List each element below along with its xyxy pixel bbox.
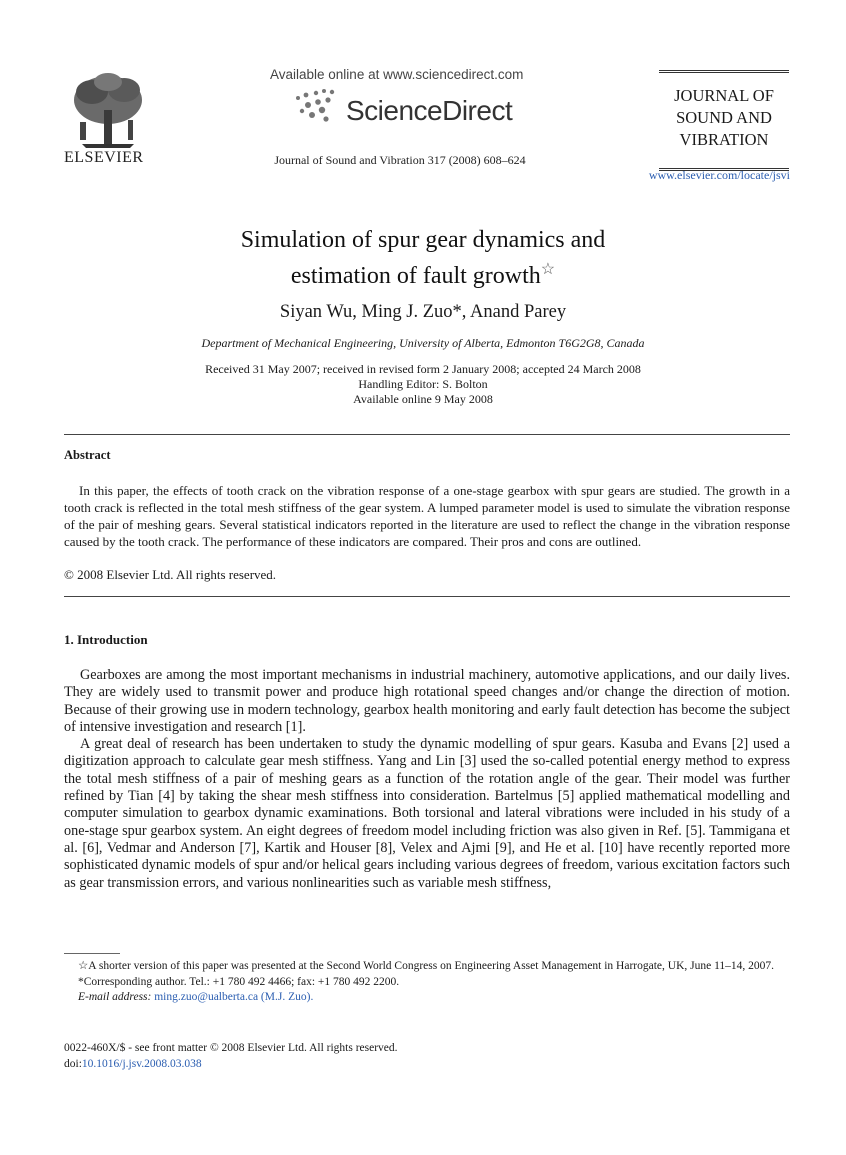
footnote-presentation: ☆A shorter version of this paper was presented at the Second World Congress on Engineering Asset Management in Harrogate, UK, June 11–14, 2007. xyxy=(78,960,775,972)
footnote-corresponding-author: *Corresponding author. Tel.: +1 780 492 4466; fax: +1 780 492 2200. xyxy=(78,975,400,988)
section-body xyxy=(64,667,790,892)
title-footnote-star-icon[interactable]: ☆ xyxy=(540,261,556,278)
journal-title xyxy=(659,85,789,151)
publisher-name: ELSEVIER xyxy=(64,149,144,166)
abstract-heading: Abstract xyxy=(64,448,111,462)
sciencedirect-wordmark: ScienceDirect xyxy=(346,95,513,126)
journal-title-line: JOURNAL OF xyxy=(674,86,774,105)
title-line-1: Simulation of spur gear dynamics and xyxy=(240,227,606,253)
affiliation: Department of Mechanical Engineering, University of Alberta, Edmonton T6G2G8, Canada xyxy=(201,336,645,350)
journal-citation: Journal of Sound and Vibration 317 (2008) 608–624 xyxy=(274,153,526,167)
paragraph: A great deal of research has been undertaken to study the dynamic modelling of spur gears. Kasuba and Evans [2] used a digitization approach to calculate gear mesh stiffness. Yang and Lin [3] used the so-called potential energy method to express the total mesh stiffness of a pair of meshing gears as a function of the rotation angle of the gear. Their model was further refined by Tian [4] by taking the shear mesh stiffness into consideration. Bartelmus [5] applied mathematical modelling and computer simulation to gearbox dynamic examinations. Both torsional and lateral vibrations were included in his study of a one-stage spur gearbox system. An eight degrees of freedom model including friction was also given in Ref. [5]. Tammigana et al. [6], Vedmar and Anderson [7], Kartik and Houser [8], Velex and Ajmi [9], and He et al. [10] have recently reported more sophisticated dynamic models of spur and/or helical gears including various degrees of freedom, various excitation factors such as gear transmission errors, and various nonlinearities such as variable mesh stiffness, xyxy=(64,736,790,891)
doi-label: doi: xyxy=(64,1058,82,1070)
article-title xyxy=(80,225,766,291)
section-heading: 1. Introduction xyxy=(64,632,148,647)
available-online-text: Available online at www.sciencedirect.com xyxy=(270,67,524,82)
title-line-2: estimation of fault growth xyxy=(290,263,541,289)
available-online-date: Available online 9 May 2008 xyxy=(353,392,493,406)
handling-editor: Handling Editor: S. Bolton xyxy=(358,377,488,391)
received-dates: Received 31 May 2007; received in revised form 2 January 2008; accepted 24 March 2008 xyxy=(205,362,641,376)
divider xyxy=(64,596,790,597)
journal-title-line: VIBRATION xyxy=(679,130,769,149)
email-link[interactable]: ming.zuo@ualberta.ca (M.J. Zuo). xyxy=(154,991,314,1003)
sciencedirect-dots-icon xyxy=(292,86,340,126)
doi-link[interactable]: 10.1016/j.jsv.2008.03.038 xyxy=(81,1058,202,1070)
issn-line: 0022-460X/$ - see front matter © 2008 Elsevier Ltd. All rights reserved. xyxy=(64,1042,398,1054)
footnotes xyxy=(64,959,790,1006)
footnote-divider xyxy=(64,953,120,954)
email-label: E-mail address: xyxy=(78,991,152,1003)
journal-title-line: SOUND AND xyxy=(676,108,772,127)
article-history xyxy=(60,362,786,407)
paragraph: Gearboxes are among the most important mechanisms in industrial machinery, automotive applications, and our daily lives. They are widely used to transmit power and produce high rotational speed changes and/or change the direction of motion. Because of their growing use in modern technology, gearbox health monitoring and early fault detection has become the subject of intensive investigation and research [1]. xyxy=(64,667,790,735)
author-list: Siyan Wu, Ming J. Zuo*, Anand Parey xyxy=(279,302,567,322)
divider xyxy=(64,434,790,435)
footnote-email xyxy=(64,990,790,1006)
journal-url-link[interactable]: www.elsevier.com/locate/jsvi xyxy=(648,168,790,182)
page-footer xyxy=(64,1040,398,1072)
abstract-text: In this paper, the effects of tooth crack on the vibration response of a one-stage gearbox with spur gears are studied. The growth in a tooth crack is reflected in the total mesh stiffness of the gear system. A lumped parameter model is used to simulate the vibration response of the pair of meshing gears. Several statistical indicators reported in the literature are used to reflect the change in the vibration response caused by the tooth crack. The performance of these indicators are compared. Their pros and cons are outlined. xyxy=(64,483,790,549)
abstract-copyright: © 2008 Elsevier Ltd. All rights reserved. xyxy=(64,567,277,582)
